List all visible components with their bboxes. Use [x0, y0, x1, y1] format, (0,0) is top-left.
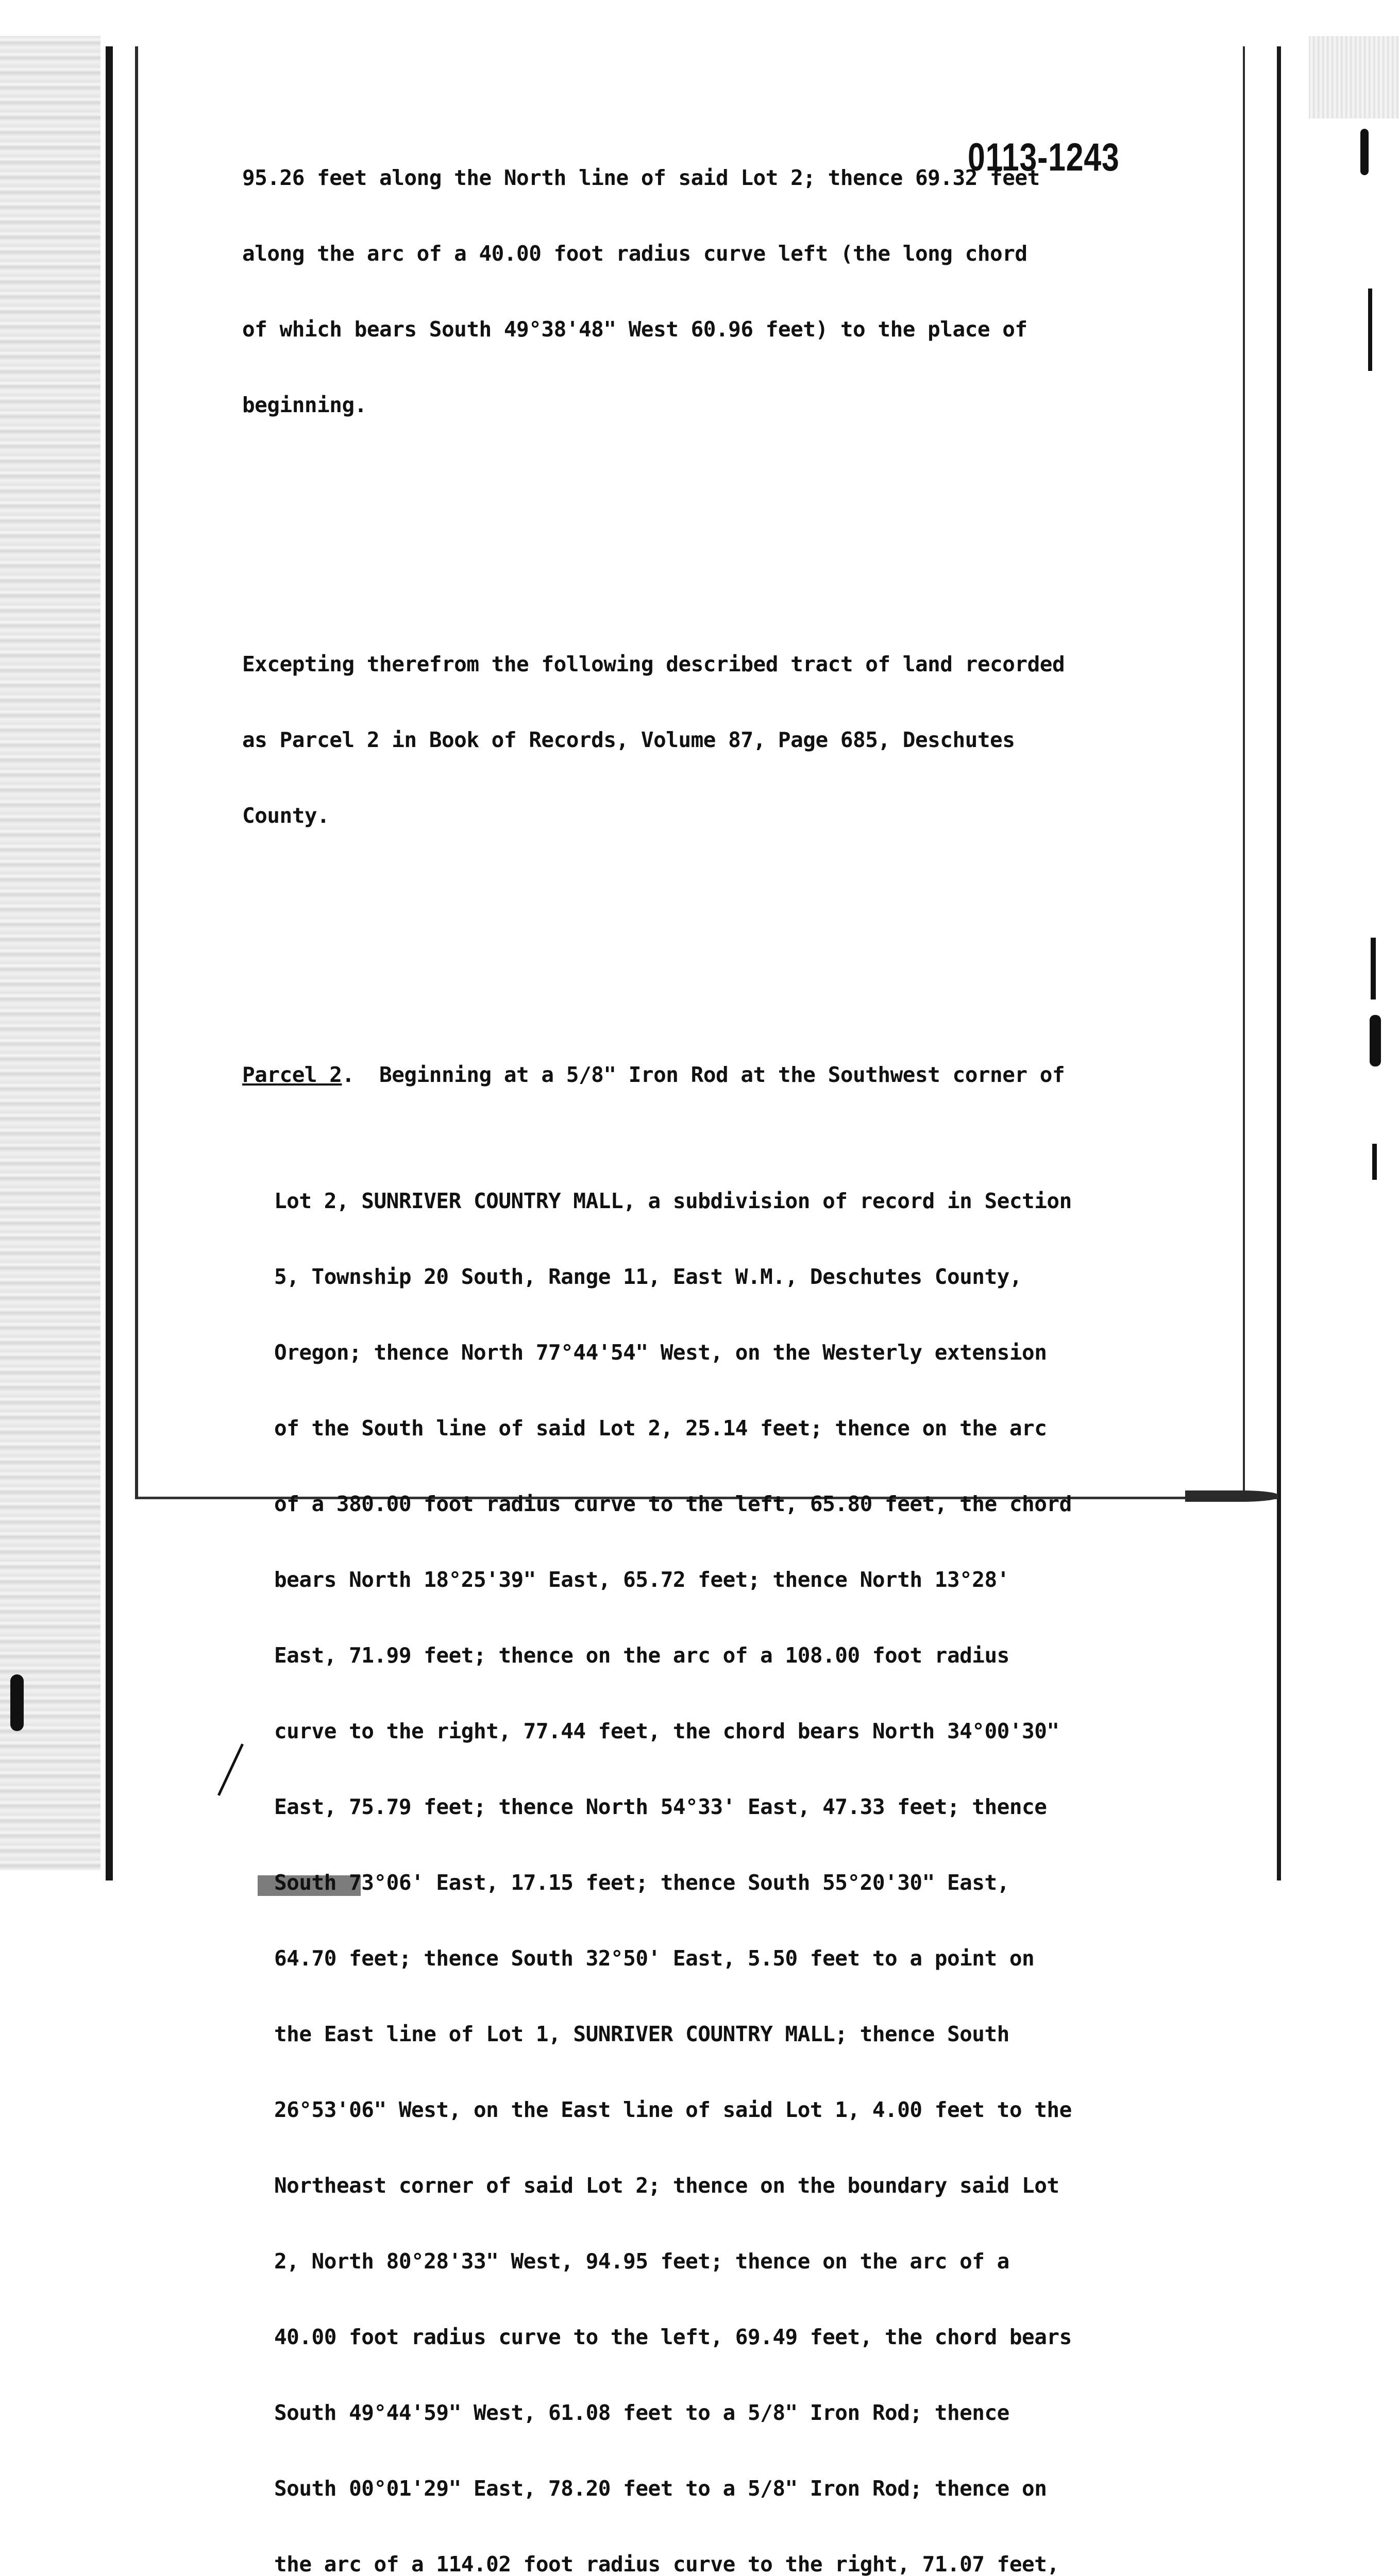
text-line: along the arc of a 40.00 foot radius curve left (the long chord	[242, 241, 1027, 266]
text-line	[242, 1062, 1247, 1088]
text-line: South 00°01'29" East, 78.20 feet to a 5/8" Iron Rod; thence on	[274, 2476, 1047, 2501]
parcel-first-line: . Beginning at a 5/8" Iron Rod at the Southwest corner of	[342, 1062, 1065, 1087]
text-line: the arc of a 114.02 foot radius curve to the right, 71.07 feet,	[274, 2552, 1059, 2576]
text-line: South 49°44'59" West, 61.08 feet to a 5/8" Iron Rod; thence	[274, 2400, 1009, 2425]
text-line: the East line of Lot 1, SUNRIVER COUNTRY MALL; thence South	[274, 2022, 1009, 2046]
paragraph-excepting	[242, 601, 1247, 879]
text-line: East, 75.79 feet; thence North 54°33' East, 47.33 feet; thence	[274, 1794, 1047, 1819]
margin-mark	[1368, 289, 1372, 371]
inner-left-rule	[135, 46, 138, 1499]
text-line: of the South line of said Lot 2, 25.14 feet; thence on the arc	[274, 1416, 1047, 1440]
text-line: Excepting therefrom the following described tract of land recorded	[242, 652, 1065, 676]
text-line: 40.00 foot radius curve to the left, 69.49 feet, the chord bears	[274, 2325, 1072, 2349]
text-line: curve to the right, 77.44 feet, the chord bears North 34°00'30"	[274, 1719, 1059, 1743]
text-line: Lot 2, SUNRIVER COUNTRY MALL, a subdivision of record in Section	[274, 1189, 1072, 1213]
document-number: 0113-1243	[968, 135, 1120, 179]
margin-mark	[1372, 1144, 1377, 1180]
text-line: of a 380.00 foot radius curve to the left, 65.80 feet, the chord	[274, 1492, 1072, 1516]
right-border-line	[1277, 46, 1281, 1880]
text-line: Oregon; thence North 77°44'54" West, on the Westerly extension	[274, 1340, 1047, 1365]
paragraph-legal-description-end	[242, 115, 1247, 468]
text-line: of which bears South 49°38'48" West 60.96 feet) to the place of	[242, 317, 1027, 342]
paragraph-parcel-2	[242, 1012, 1247, 2576]
text-line: as Parcel 2 in Book of Records, Volume 87, Page 685, Deschutes	[242, 727, 1015, 752]
left-border-line	[106, 46, 113, 1880]
scan-edge-left	[0, 36, 100, 1870]
text-line: 95.26 feet along the North line of said Lot 2; thence 69.32 feet	[242, 165, 1040, 190]
text-line: 26°53'06" West, on the East line of said Lot 1, 4.00 feet to the	[274, 2097, 1072, 2122]
margin-mark	[10, 1674, 24, 1731]
text-line: County.	[242, 803, 330, 828]
document-body	[242, 64, 1247, 2576]
text-line: beginning.	[242, 393, 367, 417]
text-line: East, 71.99 feet; thence on the arc of a 108.00 foot radius	[274, 1643, 1009, 1668]
margin-mark	[217, 1743, 244, 1796]
margin-mark	[1371, 938, 1376, 999]
text-line: 2, North 80°28'33" West, 94.95 feet; thence on the arc of a	[274, 2249, 1009, 2274]
text-line: 5, Township 20 South, Range 11, East W.M., Deschutes County,	[274, 1264, 1022, 1289]
text-line: 64.70 feet; thence South 32°50' East, 5.50 feet to a point on	[274, 1946, 1035, 1971]
margin-mark	[1370, 1015, 1381, 1066]
scan-edge-right	[1309, 36, 1399, 118]
text-line: bears North 18°25'39" East, 65.72 feet; thence North 13°28'	[274, 1567, 1009, 1592]
margin-mark	[1360, 129, 1369, 175]
parcel-label: Parcel 2	[242, 1062, 342, 1087]
text-line: South 73°06' East, 17.15 feet; thence South 55°20'30" East,	[274, 1870, 1009, 1895]
text-line: Northeast corner of said Lot 2; thence on the boundary said Lot	[274, 2173, 1059, 2198]
